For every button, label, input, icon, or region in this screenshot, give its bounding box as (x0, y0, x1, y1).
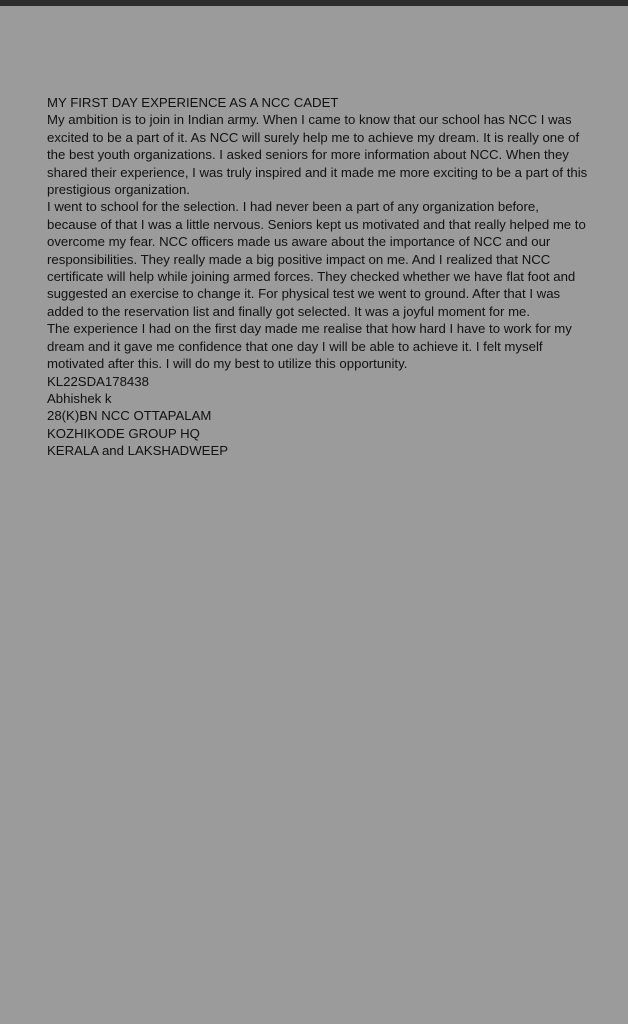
battalion: 28(K)BN NCC OTTAPALAM (47, 408, 212, 424)
paragraph-line: My ambition is to join in Indian army. When I came to know that our school has NCC I was (47, 112, 572, 128)
paragraph-line: shared their experience, I was truly inspired and it made me more exciting to be a part of this (47, 164, 588, 180)
group-hq: KOZHIKODE GROUP HQ (47, 425, 200, 441)
paragraph-line: because of that I was a little nervous. Seniors kept us motivated and that really helped me to (47, 216, 586, 232)
signature-block (47, 373, 607, 460)
paragraph-line: dream and it gave me confidence that one day I will be able to achieve it. I felt myself (47, 338, 543, 354)
paragraph-line: prestigious organization. (47, 182, 190, 198)
directorate: KERALA and LAKSHADWEEP (47, 443, 229, 459)
paragraph-experience (47, 320, 607, 372)
paragraph-line: overcome my fear. NCC officers made us aware about the importance of NCC and our (47, 234, 551, 250)
cadet-name: Abhishek k (47, 390, 112, 406)
paragraph-line: motivated after this. I will do my best to utilize this opportunity. (47, 356, 408, 372)
paragraph-line: added to the reservation list and finally got selected. It was a joyful moment for me. (47, 303, 531, 319)
document-title: MY FIRST DAY EXPERIENCE AS A NCC CADET (47, 95, 339, 110)
paragraph-line: suggested an exercise to change it. For physical test we went to ground. After that I was (47, 286, 561, 302)
cadet-id: KL22SDA178438 (47, 373, 149, 389)
paragraph-line: I went to school for the selection. I had never been a part of any organization before, (47, 199, 539, 215)
paragraph-selection (47, 198, 607, 320)
document-body (47, 94, 607, 460)
paragraph-line: certificate will help while joining armed forces. They checked whether we have flat foot and (47, 269, 576, 285)
paragraph-line: the best youth organizations. I asked seniors for more information about NCC. When they (47, 147, 569, 163)
paragraph-line: responsibilities. They really made a big positive impact on me. And I realized that NCC (47, 251, 551, 267)
paragraph-line: The experience I had on the first day made me realise that how hard I have to work for my (47, 321, 572, 337)
top-bar (0, 0, 628, 6)
paragraph-ambition (47, 111, 607, 198)
paragraph-line: excited to be a part of it. As NCC will surely help me to achieve my dream. It is really one of (47, 129, 580, 145)
